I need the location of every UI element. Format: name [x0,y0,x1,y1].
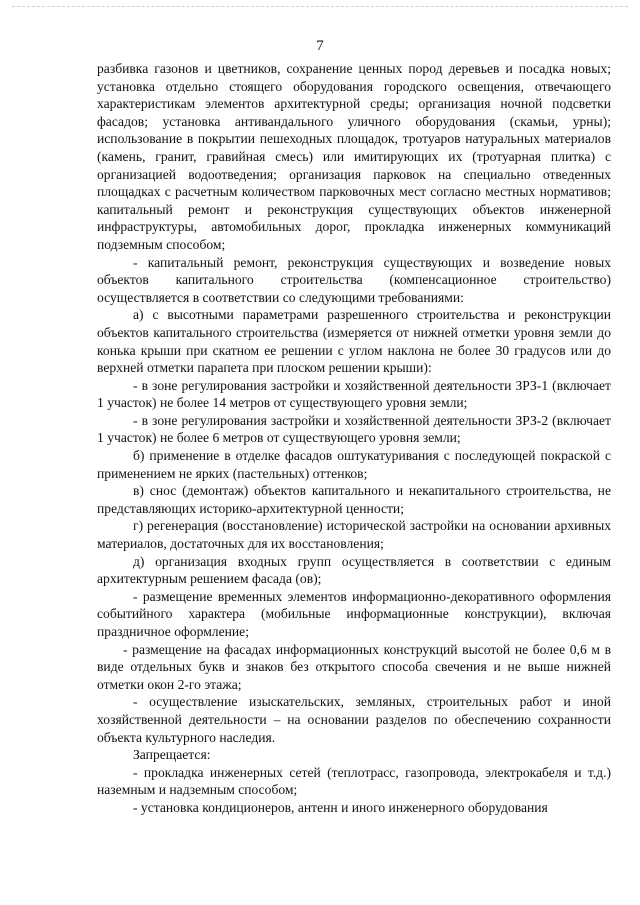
paragraph-temporary-decor: - размещение временных элементов информационно-декоративного оформления событийного характера (мобильные информационные конструкции), включая праздничное оформление; [97,588,611,639]
paragraph-zrz-1: - в зоне регулирования застройки и хозяйственной деятельности ЗРЗ-1 (включает 1 участок) не более 14 метров от существующего уровня земли; [97,377,611,411]
paragraph-entrance-groups: д) организация входных групп осуществляется в соответствии с единым архитектурным решением фасада (ов); [97,553,611,587]
paragraph-height-params: а) с высотными параметрами разрешенного строительства и реконструкции объектов капитального строительства (измеряется от нижней отметки уровня земли до конька крыши при скатном ее решении с углом наклона не более 30 градусов или до верхней отметки парапета при плоском решении крыши): [97,307,611,376]
paragraph-facade-finish: б) применение в отделке фасадов оштукатуривания с последующей покраской с применением не ярких (пастельных) оттенков; [97,448,611,481]
paragraph-air-conditioners: - установка кондиционеров, антенн и иного инженерного оборудования [133,799,548,815]
scan-edge-line [12,6,628,7]
paragraph-regeneration: г) регенерация (восстановление) исторической застройки на основании архивных материалов, достаточных для их восстановления; [97,518,611,552]
paragraph-improvement-works: разбивка газонов и цветников, сохранение ценных пород деревьев и посадка новых; установка отдельно стоящего оборудования городского освещения, отвечающего характеристикам элементов архитектурной среды; организация ночной подсветки фасадов; установка антивандального уличного оборудования (скамьи, урны); использование в покрытии пешеходных площадок, тротуаров натуральных материалов (камень, гранит, гравийная смесь) или имитирующих их (тротуарная плитка) с организацией водоотведения; организация парковок на специально отведенных площадках с расчетным количеством парковочных мест согласно местных нормативов; капитальный ремонт и реконструкция существующих объектов инженерной инфраструктуры, автомобильных дорог, прокладка инженерных коммуникаций подземным способом; [97,61,611,252]
paragraph-demolition: в) снос (демонтаж) объектов капитального и некапитального строительства, не представляющих историко-архитектурной ценности; [97,483,611,516]
paragraph-prohibited-heading: Запрещается: [133,747,211,763]
paragraph-info-structures: - размещение на фасадах информационных конструкций высотой не более 0,6 м в виде отдельных букв и знаков без открытого способа свечения и не выше нижней отметки окон 2-го этажа; [97,641,611,692]
paragraph-zrz-2: - в зоне регулирования застройки и хозяйственной деятельности ЗРЗ-2 (включает 1 участок) не более 6 метров от существующего уровня земли; [97,412,611,446]
paragraph-capital-repair: - капитальный ремонт, реконструкция существующих и возведение новых объектов капитального строительства (компенсационное строительство) осуществляется в соответствии со следующими требованиями: [97,254,611,305]
document-body [97,60,611,817]
page-number: 7 [316,38,324,54]
paragraph-survey-works: - осуществление изыскательских, земляных, строительных работ и иной хозяйственной деятельности – на основании разделов по обеспечению сохранности объекта культурного наследия. [97,694,611,745]
paragraph-engineering-networks: - прокладка инженерных сетей (теплотрасс, газопровода, электрокабеля и т.д.) наземным и надземным способом; [97,764,611,798]
